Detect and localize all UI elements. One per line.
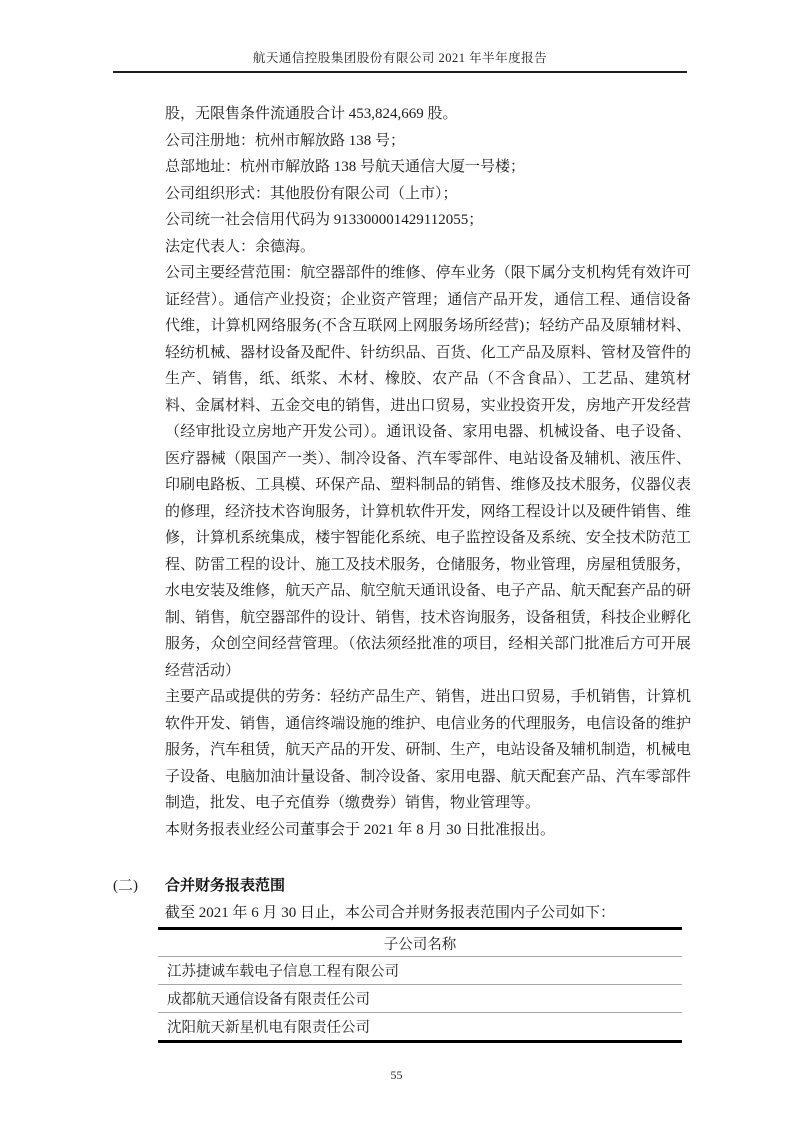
paragraph-hq-address: 总部地址：杭州市解放路 138 号航天通信大厦一号楼； [165, 159, 526, 175]
paragraph-credit-code: 公司统一社会信用代码为 913300001429112055； [165, 212, 484, 228]
page-number: 55 [390, 1068, 403, 1082]
subsidiary-name-cell: 沈阳航天新星机电有限责任公司 [158, 1013, 682, 1042]
paragraph-legal-rep: 法定代表人：余德海。 [165, 238, 316, 255]
subsidiary-table [158, 927, 682, 1043]
table-row [158, 985, 682, 1013]
section-consolidation-scope [113, 873, 691, 1043]
header-rule-divider [113, 71, 687, 73]
section-title: 合并财务报表范围 [165, 878, 286, 894]
paragraph-shares-total: 股，无限售条件流通股合计 453,824,669 股。 [165, 106, 458, 122]
table-row [158, 957, 682, 985]
paragraph-approval-date: 本财务报表业经公司董事会于 2021 年 8 月 30 日批准报出。 [165, 821, 556, 838]
paragraph-registered-address: 公司注册地：杭州市解放路 138 号； [165, 132, 406, 149]
paragraph-business-scope: 公司主要经营范围：航空器部件的维修、停车业务（限下属分支机构凭有效许可证经营）。通信产业投资；企业资产管理；通信产品开发，通信工程、通信设备代维，计算机网络服务(不含互联网上网服务场所经营)；轻纺产品及原辅材料、轻纺机械、器材设备及配件、针纺织品、百货、化工产品及原料、管材及管件的生产、销售，纸、纸浆、木材、橡胶、农产品（不含食品）、工艺品、建筑材料、金属材料、五金交电的销售，进出口贸易，实业投资开发，房地产开发经营（经审批设立房地产开发公司）。通讯设备、家用电器、机械设备、电子设备、医疗器械（限国产一类）、制冷设备、汽车零部件、电站设备及辅机、液压件、印刷电路板、工具模、环保产品、塑料制品的销售、维修及技术服务，仪器仪表的修理，经济技术咨询服务，计算机软件开发，网络工程设计以及硬件销售、维修，计算机系统集成，楼宇智能化系统、电子监控设备及系统、安全技术防范工程、防雷工程的设计、施工及技术服务，仓储服务，物业管理，房屋租赁服务，水电安装及维修，航天产品、航空航天通讯设备、电子产品、航天配套产品的研制、销售，航空器部件的设计、销售，技术咨询服务，设备租赁，科技企业孵化服务，众创空间经营管理。（依法须经批准的项目，经相关部门批准后方可开展经营活动） [165, 265, 691, 679]
paragraph-org-form: 公司组织形式：其他股份有限公司（上市）； [165, 185, 458, 202]
section-intro-text: 截至 2021 年 6 月 30 日止，本公司合并财务报表范围内子公司如下： [165, 904, 616, 921]
paragraph-main-products: 主要产品或提供的劳务：轻纺产品生产、销售，进出口贸易，手机销售，计算机软件开发、销售，通信终端设施的维护、电信业务的代理服务，电信设备的维护服务，汽车租赁，航天产品的开发、研制、生产，电站设备及辅机制造，机械电子设备、电脑加油计量设备、制冷设备、家用电器、航天配套产品、汽车零部件制造，批发、电子充值券（缴费券）销售，物业管理等。 [165, 689, 691, 811]
table-header-subsidiary-name: 子公司名称 [158, 929, 682, 957]
subsidiary-name-cell: 成都航天通信设备有限责任公司 [158, 985, 682, 1013]
subsidiary-name-cell: 江苏捷诚车载电子信息工程有限公司 [167, 964, 399, 980]
running-header-title: 航天通信控股集团股份有限公司 2021 年半年度报告 [252, 51, 548, 65]
page-body [113, 101, 691, 1043]
section-index-label: (二) [113, 878, 138, 894]
table-row [158, 1013, 682, 1042]
table-header-row [158, 929, 682, 957]
